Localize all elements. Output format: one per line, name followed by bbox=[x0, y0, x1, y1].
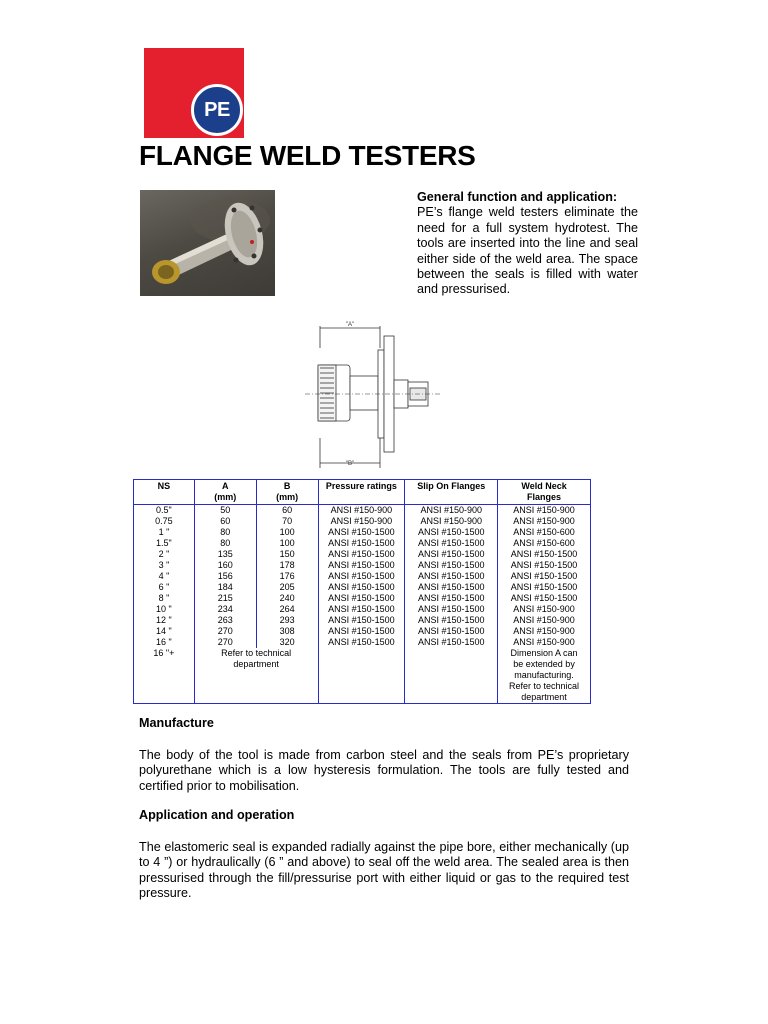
table-cell: 0.75 bbox=[134, 516, 195, 527]
table-cell: ANSI #150-1500 bbox=[405, 560, 498, 571]
table-cell: ANSI #150-900 bbox=[318, 505, 405, 517]
table-cell: 12 " bbox=[134, 615, 195, 626]
table-row bbox=[134, 527, 591, 538]
manufacture-heading: Manufacture bbox=[139, 716, 214, 730]
table-cell: ANSI #150-1500 bbox=[318, 604, 405, 615]
header-weld-neck-flanges bbox=[498, 480, 591, 505]
table-cell: 60 bbox=[194, 516, 256, 527]
table-cell: ANSI #150-1500 bbox=[405, 582, 498, 593]
header-label: Slip On Flanges bbox=[417, 481, 486, 491]
table-cell: ANSI #150-900 bbox=[498, 505, 591, 517]
table-cell: ANSI #150-900 bbox=[405, 505, 498, 517]
table-cell: ANSI #150-900 bbox=[318, 516, 405, 527]
application-body: The elastomeric seal is expanded radially against the pipe bore, either mechanically (up to 4 ”) or hydraulically (6 ” and above) to seal off the weld area. The sealed area is then pressurised through the fill/pressurise port with either liquid or gas to the required test pressure. bbox=[139, 839, 629, 901]
table-cell: 50 bbox=[194, 505, 256, 517]
header-a bbox=[194, 480, 256, 505]
table-cell: 320 bbox=[256, 637, 318, 648]
table-cell: 270 bbox=[194, 637, 256, 648]
table-cell: ANSI #150-1500 bbox=[498, 549, 591, 560]
header-pressure-ratings bbox=[318, 480, 405, 505]
table-cell: 234 bbox=[194, 604, 256, 615]
table-cell: ANSI #150-1500 bbox=[405, 549, 498, 560]
table-cell: 2 " bbox=[134, 549, 195, 560]
table-cell: 14 " bbox=[134, 626, 195, 637]
table-cell: ANSI #150-1500 bbox=[405, 615, 498, 626]
table-row bbox=[134, 615, 591, 626]
table-row bbox=[134, 549, 591, 560]
table-cell: ANSI #150-1500 bbox=[318, 560, 405, 571]
table-cell: 308 bbox=[256, 626, 318, 637]
table-row bbox=[134, 538, 591, 549]
table-row-last bbox=[134, 648, 591, 704]
last-row-ab-note: Refer to technical department bbox=[194, 648, 318, 704]
intro-body: PE’s flange weld testers eliminate the need for a full system hydrotest. The tools are inserted into the line and seal either side of the weld area. The space between the seals is filled with water and pressurised. bbox=[417, 205, 638, 297]
logo-badge bbox=[191, 84, 243, 136]
table-cell: 10 " bbox=[134, 604, 195, 615]
table-cell: 135 bbox=[194, 549, 256, 560]
header-slip-on-flanges bbox=[405, 480, 498, 505]
page-title: FLANGE WELD TESTERS bbox=[139, 140, 476, 171]
table-cell: ANSI #150-1500 bbox=[405, 637, 498, 648]
product-photo-image bbox=[140, 190, 275, 296]
header-ns bbox=[134, 480, 195, 505]
application-heading: Application and operation bbox=[139, 808, 295, 822]
table-cell: ANSI #150-1500 bbox=[405, 527, 498, 538]
table-cell: 6 " bbox=[134, 582, 195, 593]
table-cell: ANSI #150-900 bbox=[498, 516, 591, 527]
table-cell: ANSI #150-1500 bbox=[318, 615, 405, 626]
table-cell: ANSI #150-1500 bbox=[498, 582, 591, 593]
dimension-a-label: "A" bbox=[345, 322, 355, 328]
manufacture-body: The body of the tool is made from carbon steel and the seals from PE’s proprietary polyurethane which is a low hysteresis formulation. The tools are fully tested and certified prior to mobilisation. bbox=[139, 747, 629, 793]
table-row bbox=[134, 582, 591, 593]
table-cell: 60 bbox=[256, 505, 318, 517]
table-cell: 263 bbox=[194, 615, 256, 626]
table-cell: 0.5" bbox=[134, 505, 195, 517]
technical-diagram bbox=[300, 318, 450, 468]
table-cell: ANSI #150-1500 bbox=[318, 593, 405, 604]
table-cell: ANSI #150-1500 bbox=[498, 593, 591, 604]
table-row bbox=[134, 593, 591, 604]
table-cell: ANSI #150-900 bbox=[405, 516, 498, 527]
table-cell: 293 bbox=[256, 615, 318, 626]
table-cell: 205 bbox=[256, 582, 318, 593]
table-cell: 176 bbox=[256, 571, 318, 582]
table-cell: 150 bbox=[256, 549, 318, 560]
table-cell: ANSI #150-1500 bbox=[405, 593, 498, 604]
table-cell: 215 bbox=[194, 593, 256, 604]
table-cell: ANSI #150-1500 bbox=[318, 637, 405, 648]
header-label: Pressure ratings bbox=[325, 481, 397, 491]
table-cell: ANSI #150-900 bbox=[498, 604, 591, 615]
table-cell: ANSI #150-900 bbox=[498, 615, 591, 626]
table-cell: 8 " bbox=[134, 593, 195, 604]
header-label: Weld Neck Flanges bbox=[521, 481, 567, 502]
intro-section bbox=[417, 190, 638, 298]
table-cell: 178 bbox=[256, 560, 318, 571]
table-row bbox=[134, 560, 591, 571]
table-cell: ANSI #150-1500 bbox=[318, 527, 405, 538]
dimension-b-label: "B" bbox=[345, 461, 355, 467]
table-cell: ANSI #150-1500 bbox=[405, 604, 498, 615]
table-cell: 184 bbox=[194, 582, 256, 593]
table-row bbox=[134, 604, 591, 615]
table-body bbox=[134, 505, 591, 704]
table-cell: ANSI #150-900 bbox=[498, 626, 591, 637]
specifications-table bbox=[133, 479, 591, 704]
table-cell: 16 " bbox=[134, 637, 195, 648]
last-row-slip-on bbox=[405, 648, 498, 704]
table-cell: 3 " bbox=[134, 560, 195, 571]
table-cell: ANSI #150-1500 bbox=[318, 538, 405, 549]
table-cell: 156 bbox=[194, 571, 256, 582]
header-b bbox=[256, 480, 318, 505]
header-label: A (mm) bbox=[214, 481, 237, 502]
last-row-pressure bbox=[318, 648, 405, 704]
table-cell: 100 bbox=[256, 527, 318, 538]
product-photo bbox=[140, 190, 275, 296]
table-cell: 1 " bbox=[134, 527, 195, 538]
manufacture-section bbox=[139, 716, 629, 794]
table-cell: 264 bbox=[256, 604, 318, 615]
table-cell: ANSI #150-1500 bbox=[405, 571, 498, 582]
last-row-ns: 16 "+ bbox=[134, 648, 195, 704]
table-cell: 270 bbox=[194, 626, 256, 637]
table-header-row bbox=[134, 480, 591, 505]
table-cell: 100 bbox=[256, 538, 318, 549]
table-row bbox=[134, 626, 591, 637]
table-cell: ANSI #150-1500 bbox=[318, 626, 405, 637]
table-cell: ANSI #150-1500 bbox=[498, 571, 591, 582]
header-label: B (mm) bbox=[276, 481, 299, 502]
application-section bbox=[139, 808, 629, 902]
last-row-weld-neck-note: Dimension A can be extended by manufacturing. Refer to technical department bbox=[498, 648, 591, 704]
table-cell: 240 bbox=[256, 593, 318, 604]
table-cell: 70 bbox=[256, 516, 318, 527]
table-row bbox=[134, 571, 591, 582]
table-row bbox=[134, 505, 591, 517]
table-cell: ANSI #150-1500 bbox=[318, 571, 405, 582]
intro-heading: General function and application: bbox=[417, 190, 618, 204]
table-cell: ANSI #150-1500 bbox=[498, 560, 591, 571]
table-cell: ANSI #150-1500 bbox=[405, 626, 498, 637]
table-cell: 80 bbox=[194, 538, 256, 549]
table-cell: ANSI #150-900 bbox=[498, 637, 591, 648]
table-cell: 1.5" bbox=[134, 538, 195, 549]
table-cell: ANSI #150-1500 bbox=[405, 538, 498, 549]
table-cell: 160 bbox=[194, 560, 256, 571]
table-row bbox=[134, 516, 591, 527]
table-cell: 80 bbox=[194, 527, 256, 538]
table-cell: ANSI #150-600 bbox=[498, 538, 591, 549]
table-cell: ANSI #150-1500 bbox=[318, 582, 405, 593]
table-cell: ANSI #150-1500 bbox=[318, 549, 405, 560]
table-cell: ANSI #150-600 bbox=[498, 527, 591, 538]
logo-text: PE bbox=[204, 99, 230, 121]
header-label: NS bbox=[157, 481, 171, 491]
table-row bbox=[134, 637, 591, 648]
table-cell: 4 " bbox=[134, 571, 195, 582]
